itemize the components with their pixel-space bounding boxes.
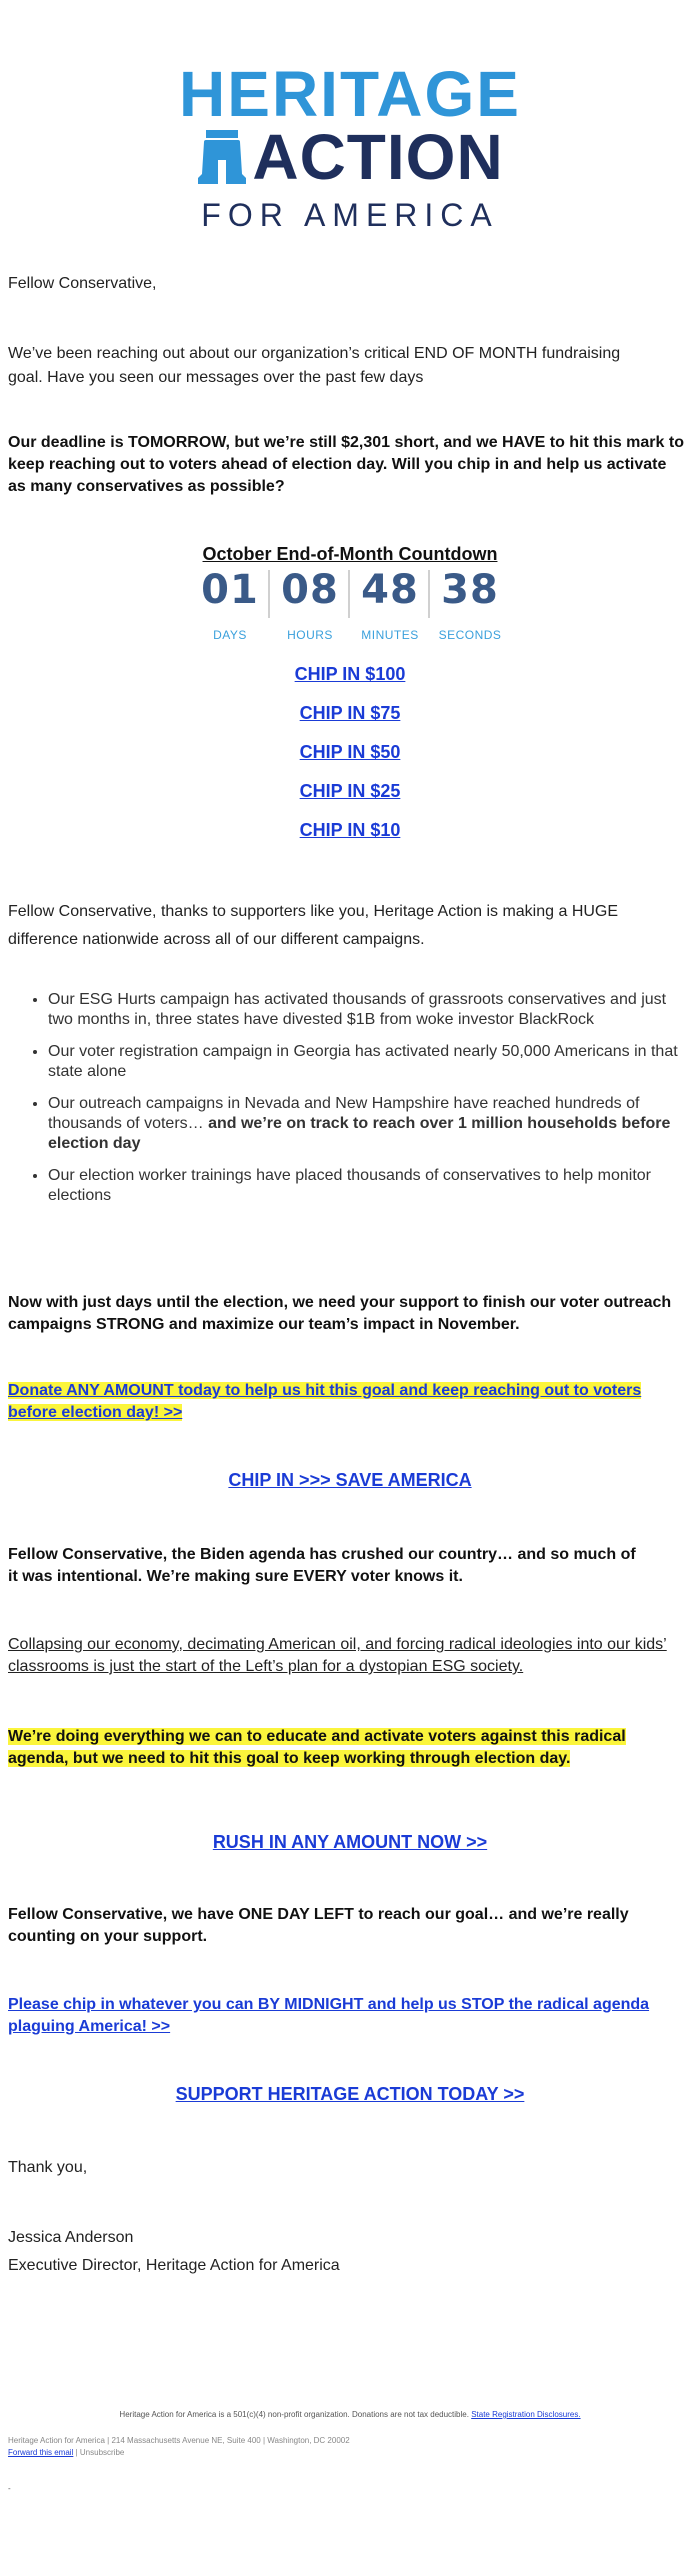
donate-any-amount-link[interactable]: Donate ANY AMOUNT today to help us hit this goal and keep reaching out to voters before election day! >> [8, 1382, 642, 1421]
countdown-label: DAYS [213, 628, 247, 642]
countdown-value: 01 [201, 567, 259, 613]
now-with-paragraph: Now with just days until the election, we need your support to finish our voter outreach campaigns STRONG and maximize our team’s impact in November. [8, 1294, 672, 1333]
chip-in-25-link[interactable]: CHIP IN $25 [299, 781, 401, 801]
please-chip-in-link[interactable]: Please chip in whatever you can BY MIDNIGHT and help us STOP the radical agenda plaguing America! >> [8, 1996, 650, 2035]
one-day-rest: , we have ONE DAY LEFT to reach our goal… and we’re really counting on your support. [8, 1906, 629, 1945]
donate-any-row [8, 1380, 688, 1424]
state-registration-link[interactable]: State Registration Disclosures. [471, 2410, 581, 2419]
countdown-timer [190, 566, 510, 642]
rush-row [0, 1832, 700, 1853]
countdown-minutes [350, 566, 430, 642]
countdown-label: MINUTES [361, 628, 419, 642]
footer-links [8, 2448, 124, 2457]
bullet-text: Our ESG Hurts campaign has activated thousands of grassroots conservatives and just two months in, three states have divested $1B from woke investor BlackRock [48, 991, 667, 1028]
heritage-action-logo [0, 58, 700, 233]
support-row [0, 2084, 700, 2105]
disclaimer-text: Heritage Action for America is a 501(c)(4) non-profit organization. Donations are not tax deductible. [119, 2410, 469, 2419]
countdown-days [190, 566, 270, 642]
greeting: Fellow Conservative, [8, 275, 157, 292]
intro-paragraph: We’ve been reaching out about our organization’s critical END OF MONTH fundraising goal. Have you seen our messages over the past few days [8, 345, 621, 386]
forward-email-link[interactable]: Forward this email [8, 2448, 74, 2457]
doing-everything-text: We’re doing everything we can to educate and activate voters against this radical agenda, but we need to hit this goal to keep working through election day. [8, 1728, 626, 1767]
footer-dash: - [8, 2484, 11, 2493]
logo-action: ACTION [252, 121, 504, 193]
chip-in-save-america-link[interactable]: CHIP IN >>> SAVE AMERICA [228, 1470, 472, 1490]
one-day-paragraph [8, 1904, 648, 1948]
biden-paragraph [8, 1544, 648, 1588]
bullet-bold-text: and we’re on track to reach over 1 million households before election day [48, 1115, 671, 1152]
countdown-seconds [430, 566, 510, 642]
achievements-list [8, 990, 688, 1218]
liberty-bell-icon [196, 130, 248, 188]
bullet-text: Our outreach campaigns in Nevada and New Hampshire have reached hundreds of thousands of voters… [48, 1095, 640, 1132]
footer-address: Heritage Action for America | 214 Massachusetts Avenue NE, Suite 400 | Washington, DC 20002 [8, 2436, 350, 2445]
signature-name: Jessica Anderson [8, 2229, 134, 2246]
footer-disclaimer [0, 2410, 700, 2419]
collapsing-paragraph: Collapsing our economy, decimating American oil, and forcing radical ideologies into our kids’ classrooms is just the start of the Left’s plan for a dystopian ESG society. [8, 1636, 667, 1675]
chip-in-75-row [0, 703, 700, 724]
unsubscribe-link[interactable]: Unsubscribe [79, 2448, 125, 2457]
countdown-value: 38 [441, 567, 499, 613]
countdown-title: October End-of-Month Countdown [202, 544, 498, 564]
list-item [48, 1094, 688, 1154]
rush-in-any-amount-link[interactable]: RUSH IN ANY AMOUNT NOW >> [212, 1832, 488, 1852]
please-chip-row [8, 1994, 688, 2038]
one-day-lead: Fellow Conservative [8, 1906, 163, 1923]
list-item [48, 1042, 688, 1082]
countdown-value: 08 [281, 567, 339, 613]
chip-in-50-link[interactable]: CHIP IN $50 [299, 742, 401, 762]
chip-in-25-row [0, 781, 700, 802]
chip-in-50-row [0, 742, 700, 763]
biden-lead: Fellow Conservative [8, 1546, 163, 1563]
list-item [48, 990, 688, 1030]
chip-in-100-row [0, 664, 700, 685]
countdown-hours [270, 566, 350, 642]
logo-action-row [196, 121, 504, 193]
signature-title: Executive Director, Heritage Action for America [8, 2257, 340, 2274]
footer-separator: | [73, 2448, 80, 2457]
doing-everything-paragraph [8, 1726, 648, 1770]
logo-for-america: FOR AMERICA [201, 197, 499, 233]
thank-you: Thank you, [8, 2159, 88, 2176]
chip-in-75-link[interactable]: CHIP IN $75 [299, 703, 401, 723]
bullet-text: Our election worker trainings have placed thousands of conservatives to help monitor elections [48, 1167, 651, 1204]
countdown-value: 48 [361, 567, 419, 613]
biden-rest: , the Biden agenda has crushed our country… and so much of it was intentional. We’re making sure EVERY voter knows it. [8, 1546, 636, 1585]
countdown-label: HOURS [287, 628, 333, 642]
logo-heritage: HERITAGE [179, 58, 521, 130]
support-heritage-action-link[interactable]: SUPPORT HERITAGE ACTION TODAY >> [175, 2084, 525, 2104]
chip-in-100-link[interactable]: CHIP IN $100 [294, 664, 406, 684]
chip-in-10-link[interactable]: CHIP IN $10 [299, 820, 401, 840]
bullet-text: Our voter registration campaign in Georgia has activated nearly 50,000 Americans in that state alone [48, 1043, 678, 1080]
chip-save-row [0, 1470, 700, 1491]
list-item [48, 1166, 688, 1206]
countdown-label: SECONDS [438, 628, 502, 642]
supporters-paragraph: Fellow Conservative, thanks to supporters like you, Heritage Action is making a HUGE difference nationwide across all of our different campaigns. [8, 903, 619, 948]
deadline-paragraph: Our deadline is TOMORROW, but we’re still $2,301 short, and we HAVE to hit this mark to keep reaching out to voters ahead of election day. Will you chip in and help us activate as many conservatives as possible? [8, 434, 684, 495]
chip-in-10-row [0, 820, 700, 841]
